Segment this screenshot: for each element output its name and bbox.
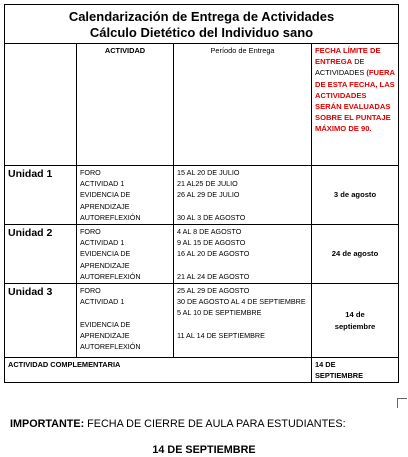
period-item: 15 AL 20 DE JULIO: [177, 168, 240, 177]
important-note: [10, 418, 346, 430]
header-empty-cell: [5, 44, 77, 166]
period-item: 9 AL 15 DE AGOSTO: [177, 238, 246, 248]
unit-deadline: 14 de septiembre: [312, 284, 399, 358]
period-item: 30 AL 3 DE AGOSTO: [177, 212, 246, 222]
unit-name: Unidad 2: [5, 225, 77, 284]
unit-name: Unidad 1: [5, 166, 77, 225]
table-title: [5, 5, 399, 44]
header-periodo: Período de Entrega: [174, 44, 312, 166]
unit-deadline: 24 de agosto: [312, 225, 399, 284]
title-row: [5, 5, 399, 44]
activity-item: EVIDENCIA DE APRENDIZAJE: [80, 319, 131, 340]
activity-item: AUTOREFLEXIÓN: [80, 342, 141, 352]
activity-item: EVIDENCIA DE APRENDIZAJE: [80, 190, 131, 211]
complementary-label: ACTIVIDAD COMPLEMENTARIA: [5, 358, 312, 383]
period-item: 4 AL 8 DE AGOSTO: [177, 227, 242, 237]
important-note-text: FECHA DE CIERRE DE AULA PARA ESTUDIANTES:: [84, 418, 346, 430]
activity-item: AUTOREFLEXIÓN: [80, 212, 141, 222]
calendar-table: [4, 4, 399, 383]
header-row: [5, 44, 399, 166]
complementary-row: [5, 358, 399, 383]
activity-item: ACTIVIDAD 1: [80, 179, 125, 189]
activity-item: ACTIVIDAD 1: [80, 297, 125, 307]
period-item: 16 AL 20 DE AGOSTO: [177, 249, 250, 259]
activity-item: ACTIVIDAD 1: [80, 238, 125, 248]
unit-deadline: 3 de agosto: [312, 166, 399, 225]
unit-periods: [174, 284, 312, 358]
title-line-2: Cálculo Dietético del Individuo sano: [89, 24, 314, 40]
title-line-1: Calendarización de Entrega de Actividades: [68, 8, 335, 24]
period-item: [177, 201, 308, 212]
header-fecha-limite: [312, 44, 399, 166]
activity-item: EVIDENCIA DE APRENDIZAJE: [80, 249, 131, 270]
complementary-deadline: 14 DE SEPTIEMBRE: [312, 358, 399, 383]
unit-activities: [77, 166, 174, 225]
period-item: [177, 319, 308, 330]
header-fecha-limite-black: DE ACTIVIDADES: [315, 57, 367, 78]
important-note-prefix: IMPORTANTE:: [10, 418, 85, 430]
header-fecha-limite-red-2: (FUERA DE ESTA FECHA, LAS ACTIVIDADES SERÁN EVALUADAS SOBRE EL PUNTAJE MÁXIMO DE 90.: [315, 68, 395, 134]
activity-item: AUTOREFLEXIÓN: [80, 271, 141, 281]
period-item: 11 AL 14 DE SEPTIEMBRE: [177, 330, 265, 340]
unit-periods: [174, 166, 312, 225]
period-item: 21 AL25 DE JULIO: [177, 179, 238, 189]
period-item: 5 AL 10 DE SEPTIEMBRE: [177, 308, 262, 318]
unit-name: Unidad 3: [5, 284, 77, 358]
activity-item: FORO: [80, 286, 101, 296]
unit-activities: [77, 284, 174, 358]
unit-row-1: [5, 166, 399, 225]
unit-activities: [77, 225, 174, 284]
activity-item: [80, 307, 170, 318]
unit-row-3: [5, 284, 399, 358]
header-actividad: ACTIVIDAD: [77, 44, 174, 166]
calendar-table-frame: [4, 4, 398, 392]
unit-periods: [174, 225, 312, 284]
header-fecha-limite-red-1: FECHA LÍMITE DE ENTREGA: [315, 46, 381, 67]
period-item: [177, 260, 308, 271]
period-item: 30 DE AGOSTO AL 4 DE SEPTIEMBRE: [177, 297, 306, 307]
unit-row-2: [5, 225, 399, 284]
closing-date: 14 DE SEPTIEMBRE: [152, 444, 256, 456]
activity-item: FORO: [80, 168, 101, 177]
period-item: 26 AL 29 DE JULIO: [177, 190, 240, 200]
period-item: 25 AL 29 DE AGOSTO: [177, 286, 250, 296]
activity-item: FORO: [80, 227, 101, 237]
period-item: 21 AL 24 DE AGOSTO: [177, 271, 250, 281]
page-corner-marker: [397, 398, 407, 408]
